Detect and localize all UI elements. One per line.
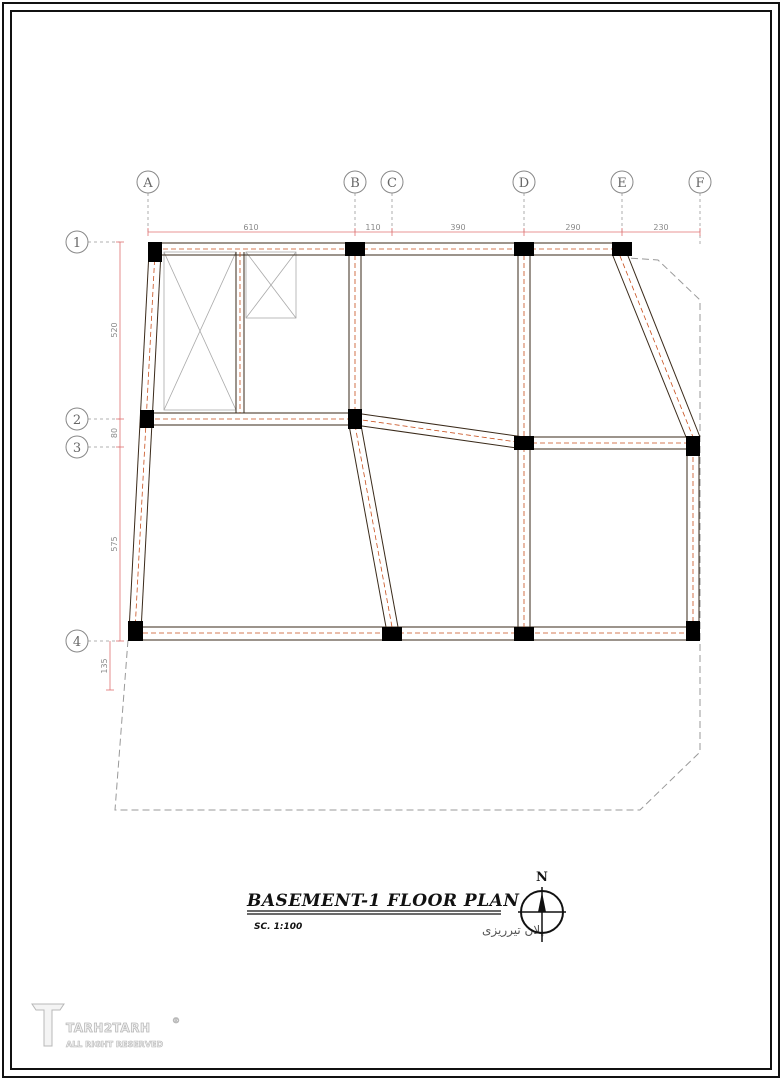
watermark-logo bbox=[32, 1004, 180, 1049]
column-a2 bbox=[140, 410, 154, 428]
opening-stair bbox=[164, 252, 236, 410]
north-label: N bbox=[536, 870, 548, 885]
logo-brand: TARH2TARH bbox=[66, 1021, 151, 1035]
grid-label-1: 1 bbox=[72, 236, 82, 251]
column-b1 bbox=[345, 242, 365, 256]
opening-shaft bbox=[246, 252, 296, 318]
grid-bubble-1 bbox=[66, 231, 120, 253]
grid-bubble-e bbox=[611, 171, 633, 232]
column-b2 bbox=[348, 409, 362, 429]
vertical-dimensions bbox=[100, 242, 124, 690]
column-f4 bbox=[686, 621, 700, 641]
grid-label-f: F bbox=[695, 176, 705, 191]
grid-bubble-a bbox=[137, 171, 159, 232]
dim-v-80: 80 bbox=[110, 427, 119, 439]
dim-h-230: 230 bbox=[653, 223, 669, 232]
column-a1 bbox=[148, 242, 162, 262]
grid-label-4: 4 bbox=[72, 635, 82, 650]
column-d1 bbox=[514, 242, 534, 256]
dim-h-610: 610 bbox=[243, 223, 259, 232]
floor-openings bbox=[164, 252, 296, 410]
site-boundary bbox=[115, 258, 700, 810]
beam-col-a bbox=[129, 252, 161, 631]
logo-mark: ® bbox=[172, 1016, 180, 1025]
grid-label-3: 3 bbox=[72, 441, 82, 456]
logo-column-icon bbox=[32, 1004, 64, 1046]
grid-bubble-d bbox=[513, 171, 535, 232]
beam-col-b-lower bbox=[349, 425, 398, 627]
grid-label-b: B bbox=[350, 176, 360, 191]
column-f3 bbox=[686, 436, 700, 456]
dim-v-135: 135 bbox=[100, 658, 109, 674]
structural-columns bbox=[128, 242, 700, 641]
drawing-scale: SC. 1:100 bbox=[254, 922, 303, 932]
logo-tagline: ALL RIGHT RESERVED bbox=[66, 1040, 164, 1049]
beam-row1 bbox=[155, 243, 622, 255]
grid-label-a: A bbox=[143, 176, 153, 191]
drawing-subtitle-fa: پلان تیرریزی bbox=[482, 923, 544, 937]
column-d3 bbox=[514, 436, 534, 450]
grid-bubble-c bbox=[381, 171, 403, 232]
beams bbox=[129, 243, 700, 640]
drawing-title: BASEMENT-1 FLOOR PLAN bbox=[247, 891, 520, 911]
grid-bubble-2 bbox=[66, 408, 120, 430]
dim-h-110: 110 bbox=[365, 223, 381, 232]
column-b4 bbox=[382, 627, 402, 641]
grid-column-bubbles bbox=[137, 171, 711, 244]
grid-row-bubbles bbox=[66, 231, 120, 652]
grid-bubble-3 bbox=[66, 436, 120, 458]
title-block bbox=[246, 891, 544, 938]
beam-b-d-slanted bbox=[355, 413, 524, 449]
beam-row2 bbox=[147, 413, 355, 425]
beam-row3 bbox=[524, 437, 693, 449]
grid-label-d: D bbox=[518, 176, 530, 191]
beam-row4 bbox=[135, 627, 693, 640]
beam-col-b-upper bbox=[349, 255, 361, 413]
dim-h-290: 290 bbox=[565, 223, 581, 232]
beam-col-f bbox=[687, 449, 699, 627]
grid-label-c: C bbox=[387, 176, 397, 191]
beam-e-f-slanted bbox=[613, 256, 700, 437]
grid-bubble-b bbox=[344, 171, 366, 232]
column-d4 bbox=[514, 627, 534, 641]
dim-v-520: 520 bbox=[110, 322, 119, 338]
beam-opening-edge bbox=[236, 252, 244, 413]
column-a4 bbox=[128, 621, 143, 641]
outer-border bbox=[3, 3, 779, 1077]
dim-h-390: 390 bbox=[450, 223, 466, 232]
dim-v-575: 575 bbox=[110, 536, 119, 552]
grid-bubble-4 bbox=[66, 630, 120, 652]
grid-label-e: E bbox=[617, 176, 627, 191]
grid-label-2: 2 bbox=[72, 413, 82, 428]
column-e1 bbox=[612, 242, 632, 256]
horizontal-dimensions bbox=[148, 223, 700, 236]
